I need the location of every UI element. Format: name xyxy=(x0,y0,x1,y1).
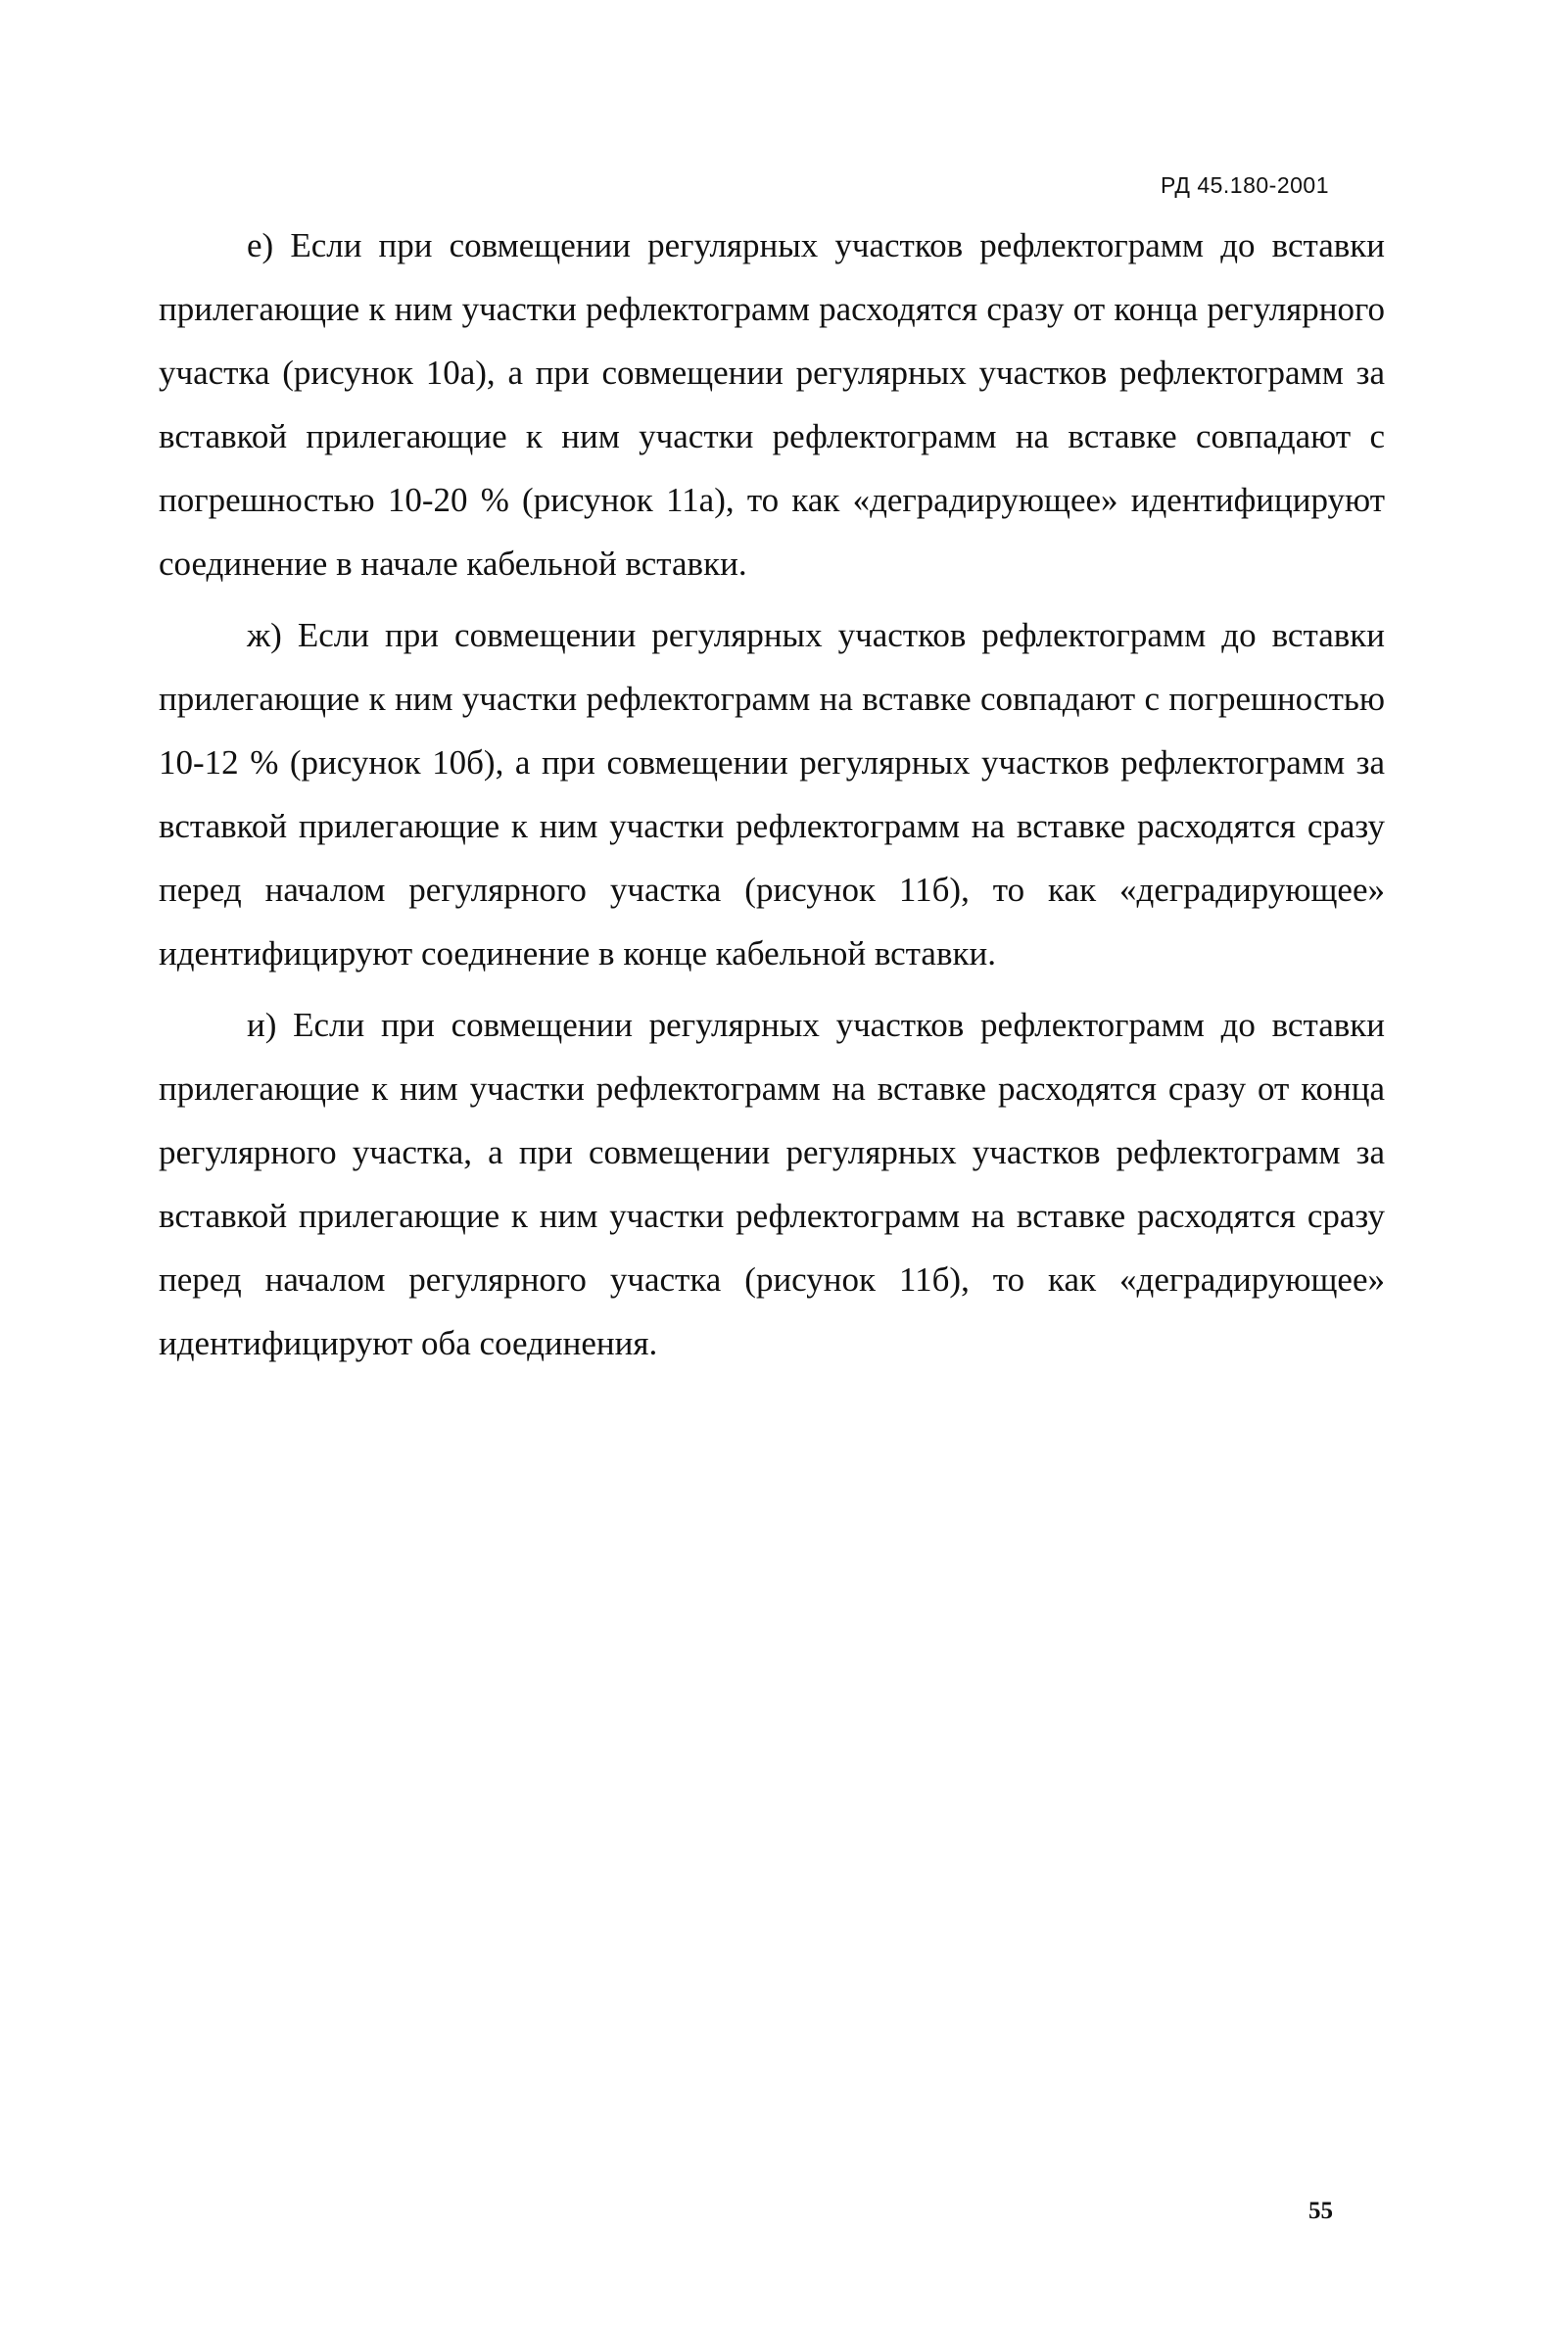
paragraph-i: и) Если при совмещении регулярных участков рефлектограмм до вставки прилегающие к ним участки рефлектограмм на вставке расходятся сразу от конца регулярного участка, а при совмещении регулярных участков рефлектограмм за вставкой прилегающие к ним участки рефлектограмм на вставке расходятся сразу перед началом регулярного участка (рисунок 11б), то как «деградирующее» идентифицируют оба соединения. xyxy=(159,1006,1385,1362)
document-body xyxy=(159,214,1385,1383)
paragraph-zh: ж) Если при совмещении регулярных участков рефлектограмм до вставки прилегающие к ним участки рефлектограмм на вставке совпадают с погрешностью 10-12 % (рисунок 10б), а при совмещении регулярных участков рефлектограмм за вставкой прилегающие к ним участки рефлектограмм на вставке расходятся сразу перед началом регулярного участка (рисунок 11б), то как «деградирующее» идентифицируют соединение в конце кабельной вставки. xyxy=(159,616,1385,973)
page-number: 55 xyxy=(1308,2198,1333,2224)
paragraph-e: е) Если при совмещении регулярных участков рефлектограмм до вставки прилегающие к ним участки рефлектограмм расходятся сразу от конца регулярного участка (рисунок 10а), а при совмещении регулярных участков рефлектограмм за вставкой прилегающие к ним участки рефлектограмм на вставке совпадают с погрешностью 10-20 % (рисунок 11а), то как «деградирующее» идентифицируют соединение в начале кабельной вставки. xyxy=(159,226,1385,583)
document-header: РД 45.180-2001 xyxy=(1161,172,1329,198)
